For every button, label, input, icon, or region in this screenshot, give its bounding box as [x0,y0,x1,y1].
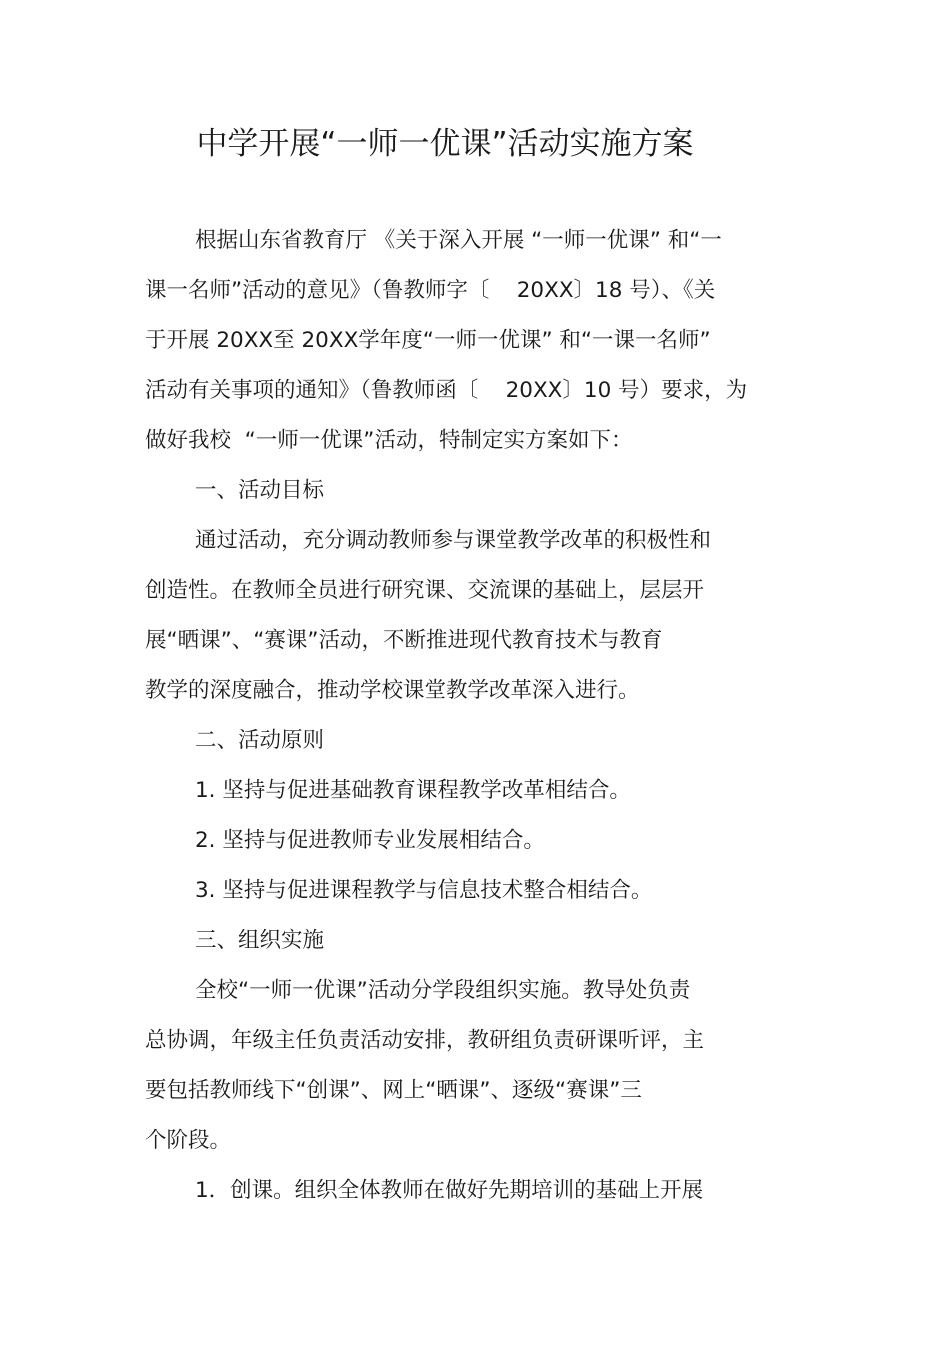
list-item: 2. 坚持与促进教师专业发展相结合。 [195,828,545,853]
paragraph-line: 1．创课。组织全体教师在做好先期培训的基础上开展 [195,1178,704,1203]
document-title: 中学开展“一师一优课”活动实施方案 [196,126,694,162]
paragraph-line: 教学的深度融合，推动学校课堂教学改革深入进行。 [145,678,640,703]
paragraph-line: 活动有关事项的通知》（鲁教师函〔 20XX〕10 号）要求，为 [145,378,748,403]
paragraph-line: 课一名师”活动的意见》（鲁教师字〔 20XX〕18 号）、《关 [145,278,716,303]
paragraph-line: 通过活动，充分调动教师参与课堂教学改革的积极性和 [195,528,712,553]
list-item: 1. 坚持与促进基础教育课程教学改革相结合。 [195,778,631,803]
paragraph-line: 做好我校 “一师一优课”活动，特制定实方案如下： [145,428,633,453]
list-item: 3. 坚持与促进课程教学与信息技术整合相结合。 [195,878,653,903]
paragraph-line: 根据山东省教育厅 《关于深入开展 “一师一优课” 和“一 [195,228,722,253]
paragraph-line: 个阶段。 [145,1128,232,1153]
paragraph-line: 于开展 20XX至 20XX学年度“一师一优课” 和“一课一名师” [145,328,711,353]
paragraph-line: 要包括教师线下“创课”、网上“晒课”、逐级“赛课”三 [145,1078,642,1103]
paragraph-line: 展“晒课”、“赛课”活动，不断推进现代教育技术与教育 [145,628,663,653]
paragraph-line: 全校“一师一优课”活动分学段组织实施。教导处负责 [195,978,691,1003]
section-heading: 三、组织实施 [195,928,325,953]
section-heading: 二、活动原则 [195,728,325,753]
section-heading: 一、活动目标 [195,478,325,503]
paragraph-line: 总协调，年级主任负责活动安排，教研组负责研课听评，主 [145,1028,705,1053]
paragraph-line: 创造性。在教师全员进行研究课、交流课的基础上，层层开 [145,578,705,603]
